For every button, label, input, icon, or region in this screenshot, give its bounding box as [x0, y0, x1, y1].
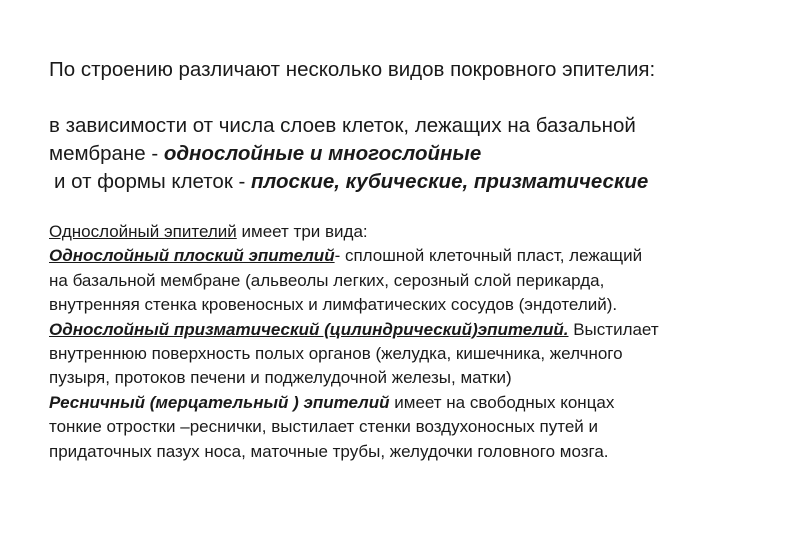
layers-text-1: в зависимости от числа слоев клеток, лежащих на базальной — [49, 114, 636, 137]
prism-line-2: внутреннюю поверхность полых органов (желудка, кишечника, желчного — [49, 344, 623, 364]
prism-line-3: пузыря, протоков печени и поджелудочной железы, матки) — [49, 368, 512, 388]
layers-line-2 — [49, 140, 789, 168]
ciliated-epithelium-name: Ресничный (мерцательный ) эпителий — [49, 392, 390, 412]
single-layer-heading-rest: имеет три вида: — [236, 222, 368, 241]
flat-line-1-rest: - сплошной клеточный пласт, лежащий — [334, 246, 643, 266]
layers-emphasis: однослойные и многослойные — [163, 142, 482, 165]
ciliated-line-3: придаточных пазух носа, маточные трубы, желудочки головного мозга. — [49, 441, 609, 461]
ciliated-line-1-rest: имеет на свободных концах — [389, 392, 615, 412]
flat-line-2: на базальной мембране (альвеолы легких, серозный слой перикарда, — [49, 270, 605, 290]
layers-line-1 — [49, 112, 789, 140]
flat-line-3: внутренняя стенка кровеносных и лимфатических сосудов (эндотелий). — [49, 295, 618, 315]
prism-line-1 — [49, 318, 789, 342]
flat-epithelium-name: Однослойный плоский эпителий — [49, 246, 335, 266]
single-layer-section — [49, 220, 789, 464]
form-prefix: и от формы клеток - — [54, 170, 252, 193]
prism-line-1-rest: Выстилает — [568, 319, 659, 339]
form-emphasis: плоские, кубические, призматические — [251, 170, 649, 193]
slide-title: По строению различают несколько видов покровного эпителия: — [49, 58, 656, 81]
single-layer-heading-line — [49, 220, 789, 244]
ciliated-line-1 — [49, 391, 789, 415]
ciliated-line-2: тонкие отростки –реснички, выстилает стенки воздухоносных путей и — [49, 417, 599, 437]
prism-epithelium-name: Однослойный призматический (цилиндрический)эпителий. — [49, 319, 569, 339]
single-layer-heading: Однослойный эпителий — [49, 222, 237, 241]
flat-line-1 — [49, 244, 789, 268]
form-line — [49, 168, 789, 196]
slide-content — [49, 56, 789, 464]
layers-prefix: мембране - — [49, 142, 164, 165]
